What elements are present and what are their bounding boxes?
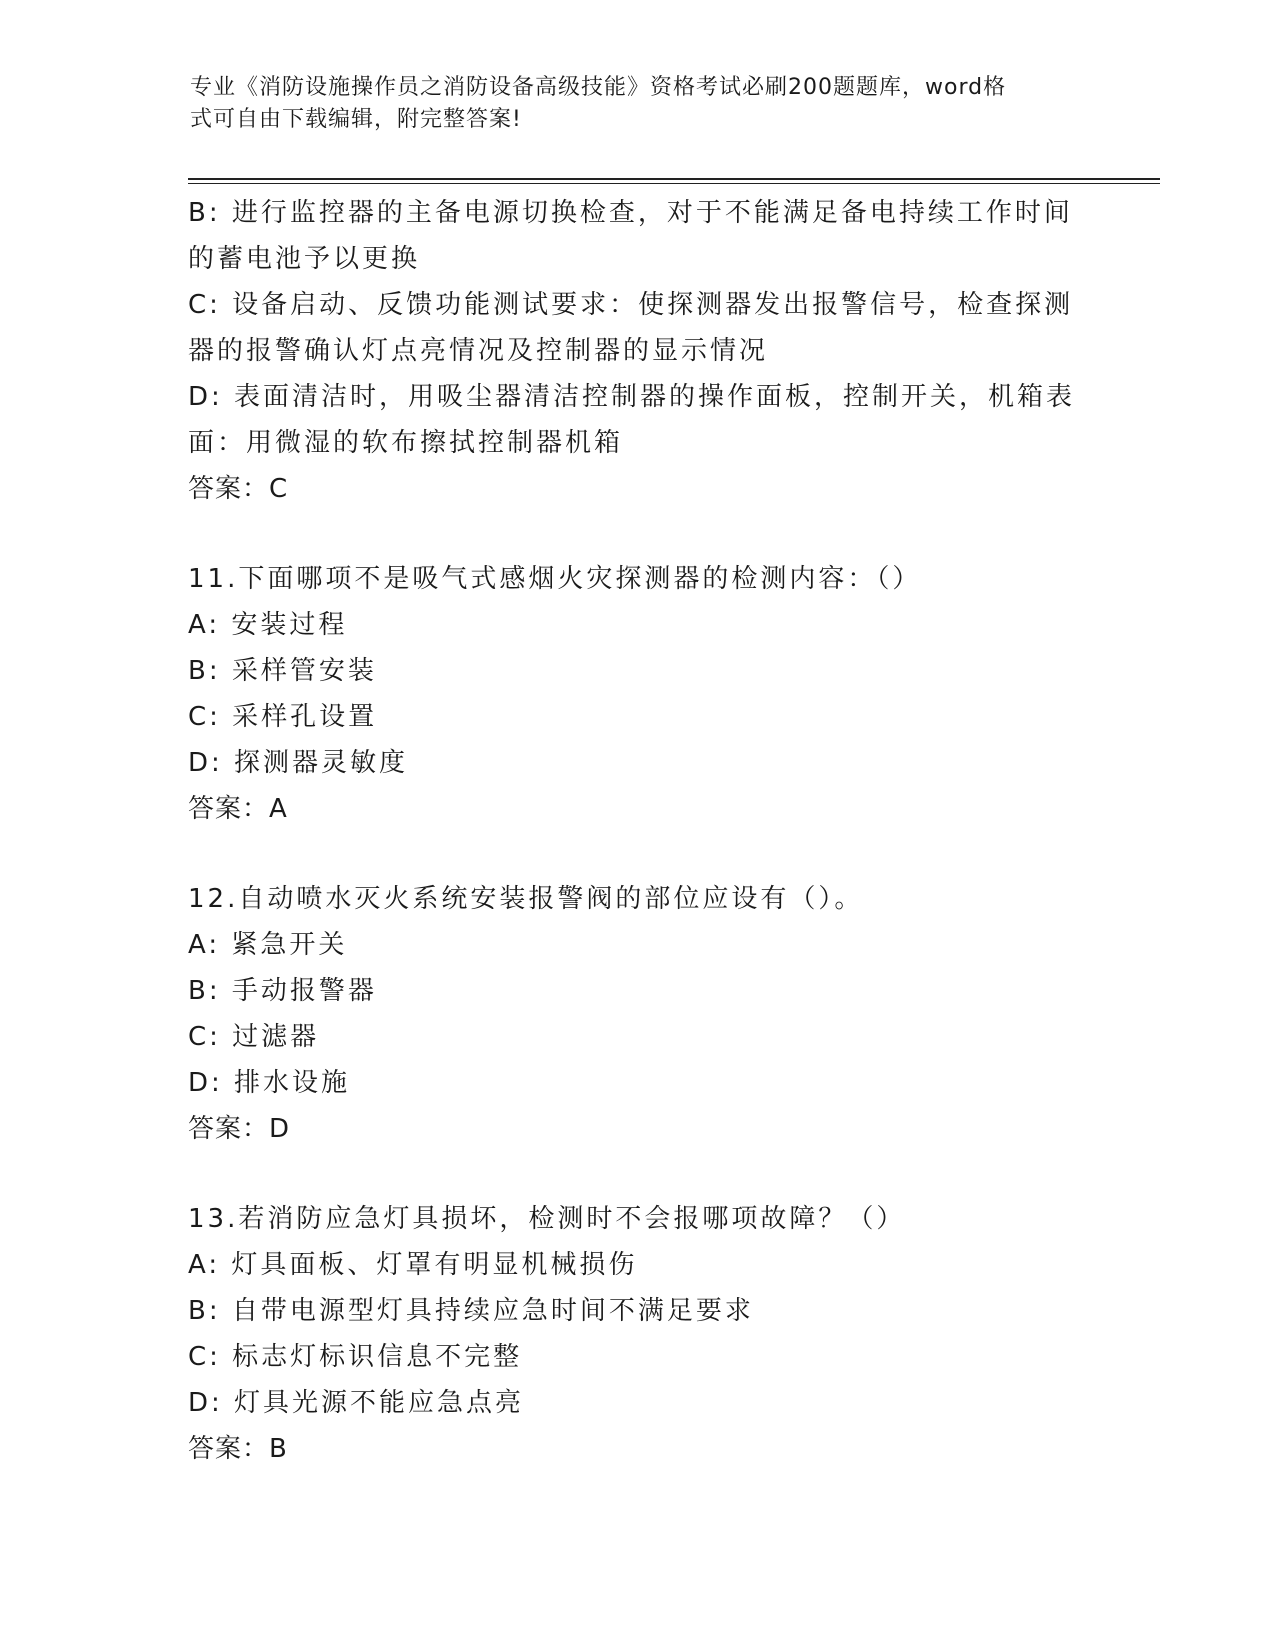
question-content xyxy=(188,190,1088,1472)
option-c-line-1: C: 设备启动、反馈功能测试要求：使探测器发出报警信号，检查探测 xyxy=(188,290,1074,320)
answer-line: 答案：C xyxy=(188,474,289,504)
option-c: C: 标志灯标识信息不完整 xyxy=(188,1342,523,1372)
question-13 xyxy=(188,1196,1088,1472)
header-divider xyxy=(188,178,1160,184)
option-b: B: 采样管安装 xyxy=(188,656,377,686)
option-b: B: 自带电源型灯具持续应急时间不满足要求 xyxy=(188,1296,754,1326)
option-d-line-1: D: 表面清洁时，用吸尘器清洁控制器的操作面板，控制开关，机箱表 xyxy=(188,382,1076,412)
header-title-line-2: 式可自由下载编辑，附完整答案! xyxy=(190,107,522,132)
option-a: A: 灯具面板、灯罩有明显机械损伤 xyxy=(188,1250,638,1280)
question-11 xyxy=(188,556,1088,832)
question-12 xyxy=(188,876,1088,1152)
question-stem: 11.下面哪项不是吸气式感烟火灾探测器的检测内容：（） xyxy=(188,564,922,594)
option-a: A: 紧急开关 xyxy=(188,930,348,960)
option-b-line-2: 的蓄电池予以更换 xyxy=(188,244,421,274)
document-header xyxy=(190,72,1070,136)
option-a: A: 安装过程 xyxy=(188,610,348,640)
header-title-line-1: 专业《消防设施操作员之消防设备高级技能》资格考试必刷200题题库，word格 xyxy=(190,75,1007,100)
option-b-line-1: B: 进行监控器的主备电源切换检查，对于不能满足备电持续工作时间 xyxy=(188,198,1073,228)
option-d: D: 探测器灵敏度 xyxy=(188,748,409,778)
answer-line: 答案：B xyxy=(188,1434,288,1464)
answer-line: 答案：D xyxy=(188,1114,291,1144)
option-d-line-2: 面：用微湿的软布擦拭控制器机箱 xyxy=(188,428,624,458)
option-c: C: 过滤器 xyxy=(188,1022,320,1052)
option-b: B: 手动报警器 xyxy=(188,976,377,1006)
question-stem: 12.自动喷水灭火系统安装报警阀的部位应设有（）。 xyxy=(188,884,864,914)
answer-line: 答案：A xyxy=(188,794,288,824)
option-d: D: 灯具光源不能应急点亮 xyxy=(188,1388,525,1418)
question-stem: 13.若消防应急灯具损坏，检测时不会报哪项故障？（） xyxy=(188,1204,906,1234)
option-d: D: 排水设施 xyxy=(188,1068,351,1098)
option-c-line-2: 器的报警确认灯点亮情况及控制器的显示情况 xyxy=(188,336,769,366)
option-c: C: 采样孔设置 xyxy=(188,702,378,732)
continued-question xyxy=(188,190,1088,512)
